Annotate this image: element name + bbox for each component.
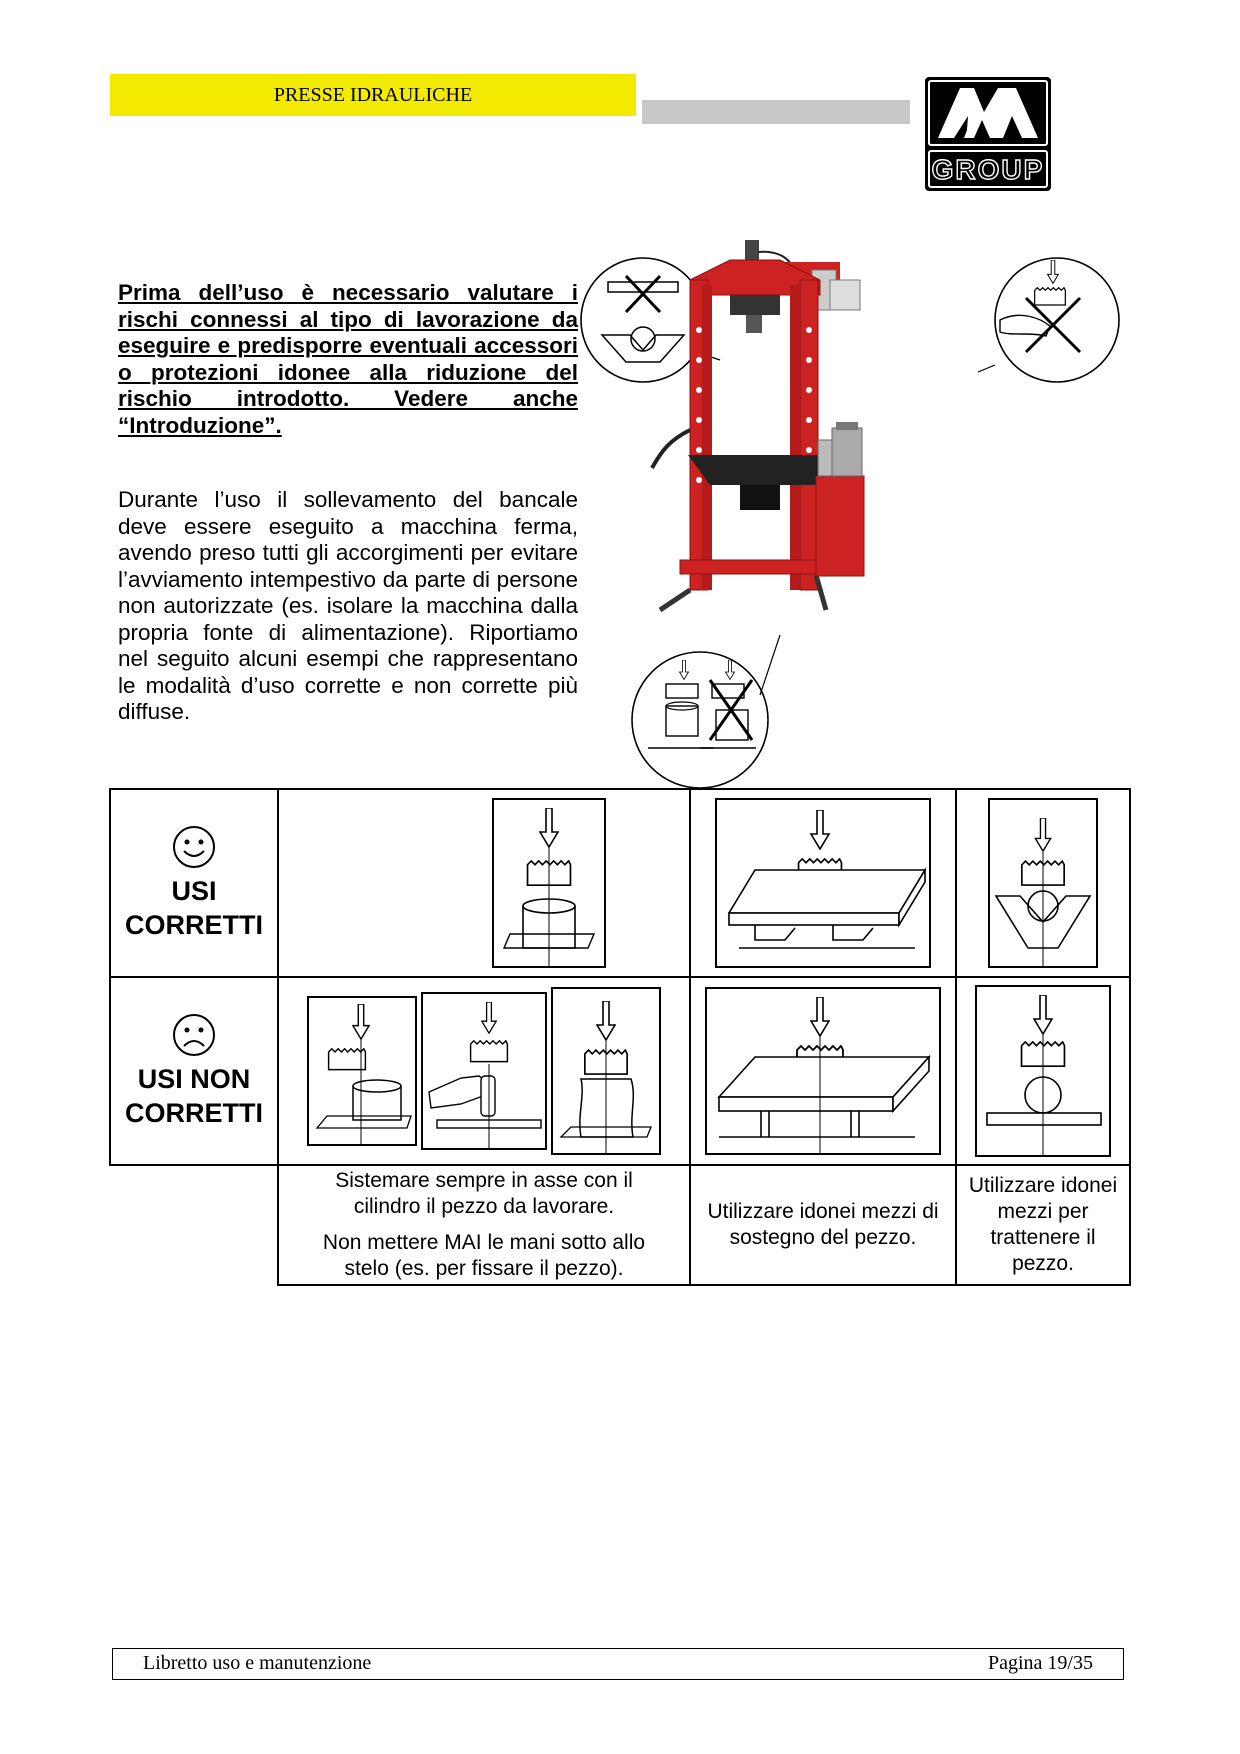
incorrect-support-drawing [705, 987, 941, 1155]
logo-text: GROUP [931, 154, 1045, 185]
warning-paragraph [118, 280, 578, 439]
caption-hold [956, 1165, 1130, 1285]
correct-label-cell [110, 789, 278, 977]
incorrect-alignment-cell [278, 977, 690, 1165]
incorrect-hand-drawing [421, 992, 547, 1150]
correct-aligned-drawing [492, 798, 606, 968]
header-title: PRESSE IDRAULICHE [273, 84, 473, 106]
smiley-icon [172, 825, 216, 869]
incorrect-hold-cell [956, 977, 1130, 1165]
sad-face-icon [172, 1013, 216, 1057]
correct-vee-drawing [988, 798, 1098, 968]
detail-alignment [632, 635, 780, 788]
correct-alignment-cell [278, 789, 690, 977]
footer-page-number: Pagina 19/35 [988, 1652, 1093, 1674]
correct-row [110, 789, 1130, 977]
press-figure [580, 240, 1140, 790]
incorrect-support-cell [690, 977, 956, 1165]
usage-text: Durante l’uso il sollevamento del bancale deve essere eseguito a macchina ferma, avendo preso tutti gli accorgimenti per evitare l’avviamento intempestivo da parte di persone non autorizzate (es. isolare la macchina dalla propria fonte di alimentazione). Riportiamo nel seguito alcuni esempi che rappresentano le modalità d’uso corrette e non corrette più diffuse. [118, 487, 578, 724]
correct-support-cell [690, 789, 956, 977]
caption-alignment-line2: Non mettere MAI le mani sotto allo stelo (es. per fissare il pezzo). [322, 1231, 646, 1280]
incorrect-label-line1: USI NON [137, 1063, 251, 1094]
aa-group-logo [924, 76, 1052, 192]
correct-label-line2: CORRETTI [125, 909, 263, 940]
correct-label-line1: USI [171, 875, 217, 906]
detail-hand-under-ram [978, 258, 1119, 382]
incorrect-label-cell [110, 977, 278, 1165]
footer-manual-title: Libretto uso e manutenzione [143, 1652, 372, 1674]
caption-support [690, 1165, 956, 1285]
caption-support-text: Utilizzare idonei mezzi di sostegno del pezzo. [707, 1200, 939, 1249]
caption-alignment [278, 1165, 690, 1285]
empty-caption-cell [110, 1165, 278, 1285]
usage-table [109, 788, 1131, 1286]
page-footer [112, 1648, 1124, 1680]
correct-support-drawing [715, 798, 931, 968]
incorrect-row [110, 977, 1130, 1165]
warning-text: Prima dell’uso è necessario valutare i rischi connessi al tipo di lavorazione da eseguire e predisporre eventuali accessori o protezioni idonee alla riduzione del rischio introdotto. Vedere anche “Introduzione”. [118, 280, 578, 438]
incorrect-offset-drawing [307, 996, 417, 1146]
caption-row [110, 1165, 1130, 1285]
header-gray-bar [642, 100, 910, 124]
incorrect-label-line2: CORRETTI [125, 1097, 263, 1128]
correct-hold-cell [956, 789, 1130, 977]
incorrect-round-drawing [975, 985, 1111, 1157]
caption-hold-text: Utilizzare idonei mezzi per trattenere il pezzo. [968, 1174, 1118, 1275]
caption-alignment-line1: Sistemare sempre in asse con il cilindro il pezzo da lavorare. [335, 1169, 633, 1218]
usage-paragraph [118, 487, 578, 726]
incorrect-tall-piece-drawing [551, 987, 661, 1155]
